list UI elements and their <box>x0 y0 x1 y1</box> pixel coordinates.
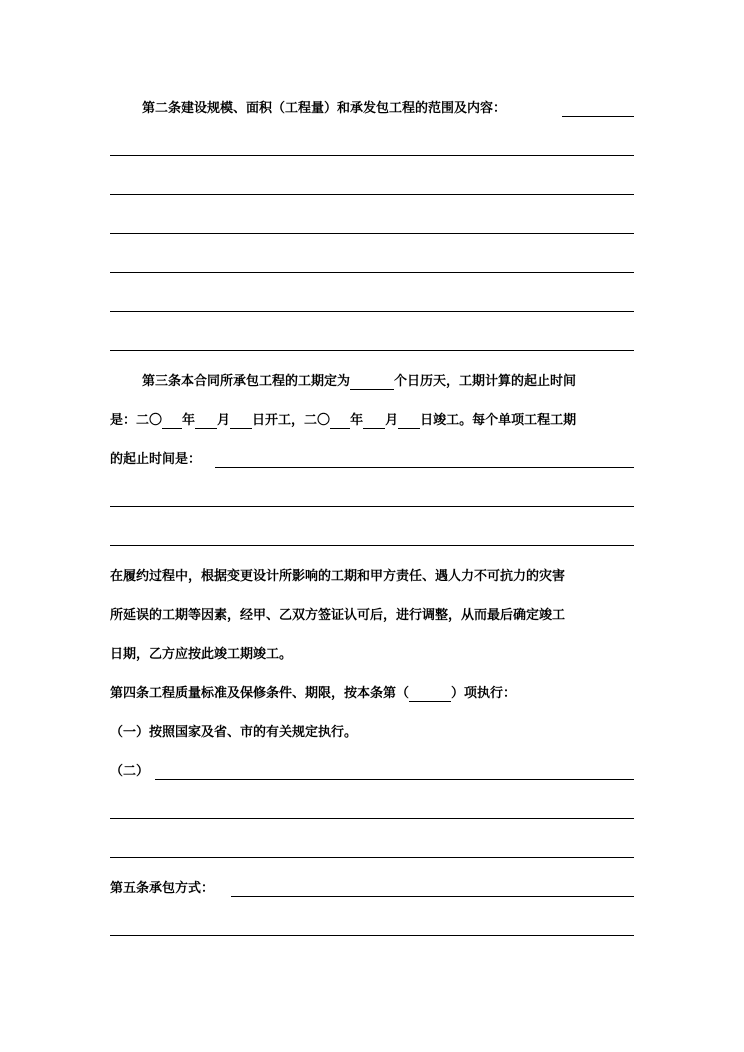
end-month-blank[interactable] <box>363 414 385 429</box>
article3-fill-line-1[interactable] <box>110 506 634 507</box>
article5-heading: 第五条承包方式： <box>110 881 215 896</box>
article3-line3-text: 的起止时间是： <box>110 452 202 467</box>
article2-fill-line-6[interactable] <box>110 350 634 351</box>
article4-item-2: （二） <box>110 764 150 779</box>
date-text-1: 是：二〇 <box>110 413 163 428</box>
article3-fill-blank[interactable] <box>215 467 634 468</box>
article3-line1-b: 个日历天，工期计算的起止时间 <box>394 374 577 389</box>
date-text-3: 日竣工。每个单项工程工期 <box>420 413 577 428</box>
article2-fill-line-3[interactable] <box>110 233 634 234</box>
article4-heading <box>110 686 516 702</box>
year-label: 年 <box>182 413 196 428</box>
article4-fill-line-1[interactable] <box>110 818 634 819</box>
start-year-blank[interactable] <box>162 414 182 429</box>
article2-fill-line-4[interactable] <box>110 272 634 273</box>
article5-fill-blank[interactable] <box>231 896 634 897</box>
article4-item2-blank[interactable] <box>155 779 634 780</box>
paragraph-line-3: 日期，乙方应按此竣工期竣工。 <box>110 647 293 662</box>
article2-fill-line-2[interactable] <box>110 194 634 195</box>
article2-fill-line-5[interactable] <box>110 311 634 312</box>
article3-line2 <box>110 413 576 429</box>
month-label: 月 <box>385 413 399 428</box>
paragraph-line-1: 在履约过程中，根据变更设计所影响的工期和甲方责任、遇人力不可抗力的灾害 <box>110 569 566 584</box>
start-month-blank[interactable] <box>195 414 217 429</box>
start-day-blank[interactable] <box>230 414 252 429</box>
article3-line1 <box>142 374 576 390</box>
article2-text: 第二条建设规模、面积（工程量）和承发包工程的范围及内容： <box>142 101 507 116</box>
article4-option-blank[interactable] <box>409 687 451 702</box>
year-label: 年 <box>350 413 364 428</box>
month-label: 月 <box>217 413 231 428</box>
article3-line1-a: 第三条本合同所承包工程的工期定为 <box>142 374 351 389</box>
article5-fill-line-1[interactable] <box>110 935 634 936</box>
article4-fill-line-2[interactable] <box>110 857 634 858</box>
article4-text-b: ）项执行： <box>451 686 517 701</box>
article4-text-a: 第四条工程质量标准及保修条件、期限，按本条第（ <box>110 686 410 701</box>
article4-item-1: （一）按照国家及省、市的有关规定执行。 <box>110 725 358 740</box>
article3-line3 <box>110 452 201 468</box>
end-day-blank[interactable] <box>398 414 420 429</box>
article2-fill-line-1[interactable] <box>110 155 634 156</box>
paragraph-line-2: 所延误的工期等因素，经甲、乙双方签证认可后，进行调整，从而最后确定竣工 <box>110 608 566 623</box>
article3-fill-line-2[interactable] <box>110 545 634 546</box>
end-year-blank[interactable] <box>330 414 350 429</box>
article2-heading <box>142 101 506 117</box>
duration-days-blank[interactable] <box>350 375 394 390</box>
article2-fill-blank[interactable] <box>562 116 634 117</box>
date-text-2: 日开工，二〇 <box>252 413 331 428</box>
